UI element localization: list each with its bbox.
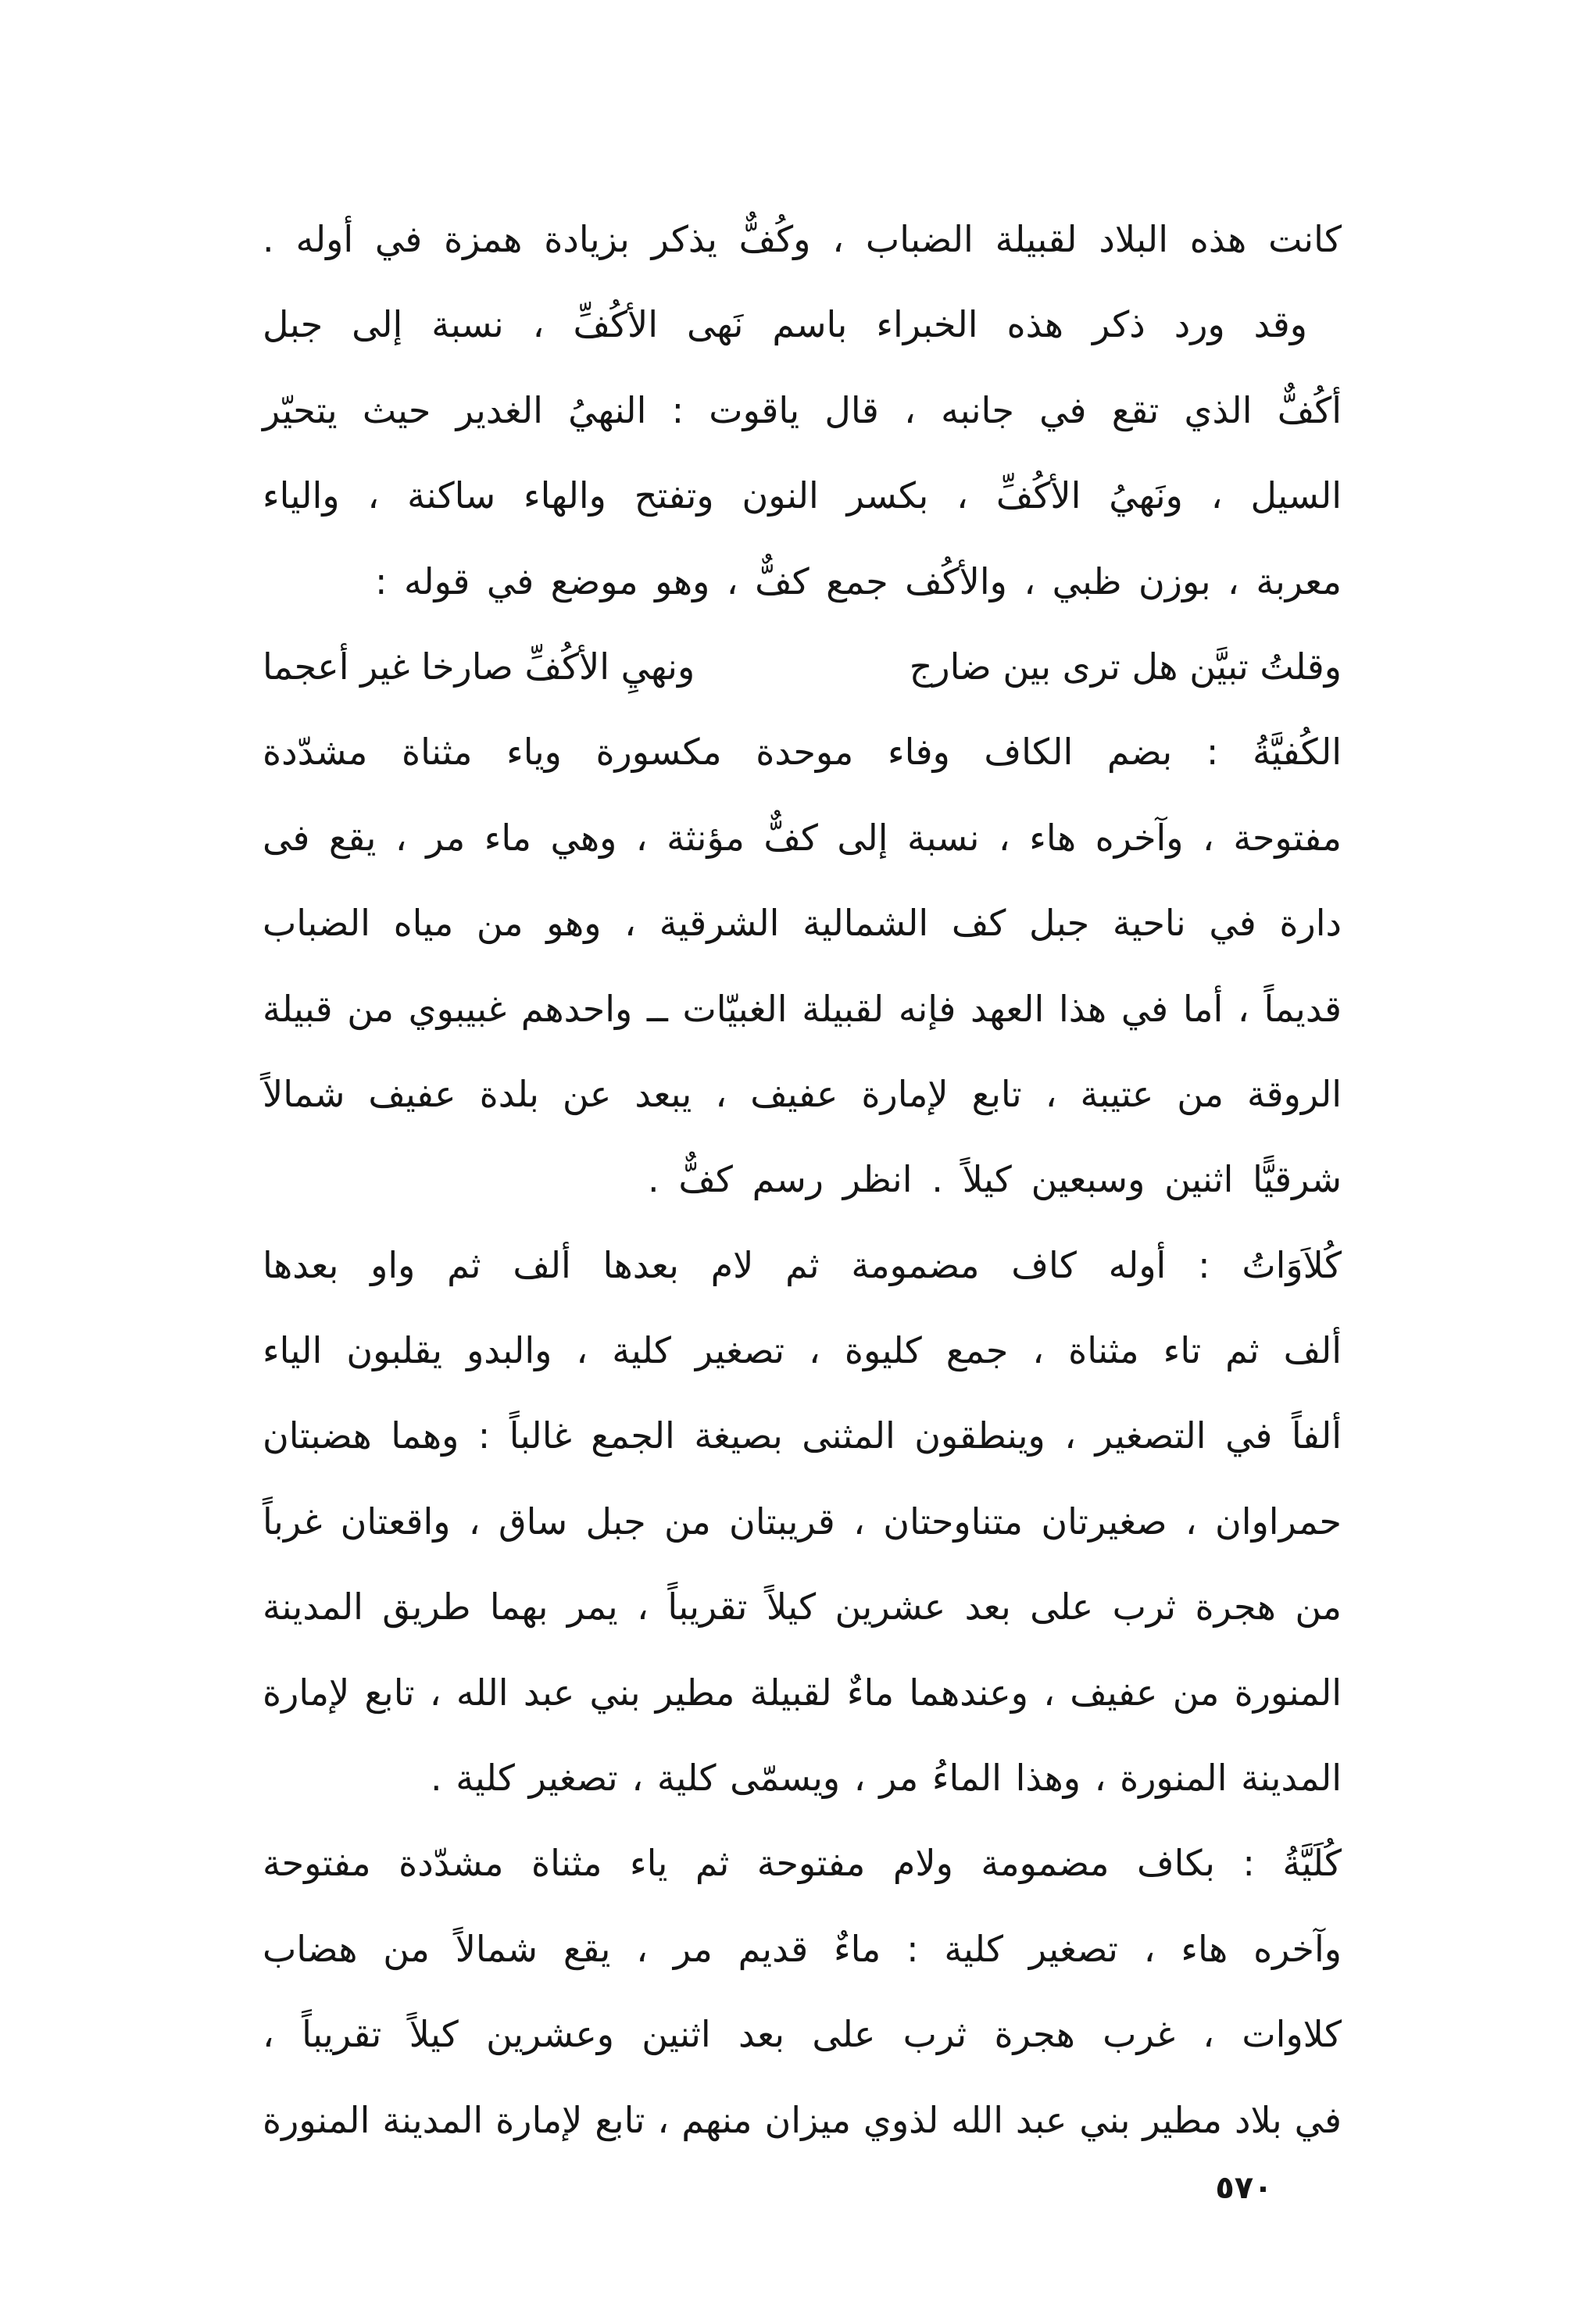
text-line: قديماً ، أما في هذا العهد فإنه لقبيلة الغبيّات ــ واحدهم غبيبوي من قبيلة [263, 987, 1342, 1030]
text-line: من هجرة ثرب على بعد عشرين كيلاً تقريباً ، يمر بهما طريق المدينة [263, 1586, 1342, 1629]
text-line: المدينة المنورة ، وهذا الماءُ مر ، ويسمّى كلية ، تصغير كلية . [431, 1757, 1342, 1800]
text-line: وقد ورد ذكر هذه الخبراء باسم نَهى الأكُفِّ ، نسبة إلى جبل [263, 303, 1307, 346]
verse-second-hemistich: ونهيِ الأكُفِّ صارخا غير أعجما [263, 645, 695, 688]
text-line: كلاوات ، غرب هجرة ثرب على بعد اثنين وعشرين كيلاً تقريباً ، [263, 2013, 1342, 2056]
text-line: حمراوان ، صغيرتان متناوحتان ، قريبتان من جبل ساق ، واقعتان غرباً [263, 1500, 1342, 1543]
text-line: مفتوحة ، وآخره هاء ، نسبة إلى كفٌّ مؤنثة ، وهي ماء مر ، يقع فى [263, 816, 1342, 859]
text-line: في بلاد مطير بني عبد الله لذوي ميزان منهم ، تابع لإمارة المدينة المنورة [263, 2098, 1342, 2141]
text-line: السيل ، ونَهيُ الأكُفِّ ، بكسر النون وتفتح والهاء ساكنة ، والياء [263, 474, 1342, 517]
page-number: ٥٧٠ [1215, 2170, 1273, 2206]
text-line: معربة ، بوزن ظبي ، والأكُف جمع كفٌّ ، وهو موضع في قوله : [375, 560, 1342, 602]
text-line: دارة في ناحية جبل كف الشمالية الشرقية ، وهو من مياه الضباب [263, 902, 1342, 945]
entry-headword-line: كُلَيَّةُ : بكاف مضمومة ولام مفتوحة ثم ياء مثناة مشدّدة مفتوحة [263, 1842, 1342, 1885]
page-text [263, 197, 1342, 2163]
verse-first-hemistich: وقلتُ تبيَّن هل ترى بين ضارج [909, 645, 1342, 688]
text-line: ألفاً في التصغير ، وينطقون المثنى بصيغة الجمع غالباً : وهما هضبتان [263, 1414, 1342, 1457]
text-line: الروقة من عتيبة ، تابع لإمارة عفيف ، يبعد عن بلدة عفيف شمالاً [263, 1072, 1342, 1115]
text-line: وآخره هاء ، تصغير كلية : ماءٌ قديم مر ، يقع شمالاً من هضاب [263, 1927, 1342, 1970]
text-line: شرقيًّا اثنين وسبعين كيلاً . انظر رسم كفٌّ . [648, 1158, 1342, 1201]
text-line: ألف ثم تاء مثناة ، جمع كليوة ، تصغير كلية ، والبدو يقلبون الياء [263, 1329, 1342, 1372]
text-line: أكُفٌّ الذي تقع في جانبه ، قال ياقوت : النهيُ الغدير حيث يتحيّر [263, 388, 1342, 431]
entry-headword-line: الكُفيَّةُ : بضم الكاف وفاء موحدة مكسورة وياء مثناة مشدّدة [263, 731, 1342, 774]
text-line: المنورة من عفيف ، وعندهما ماءٌ لقبيلة مطير بني عبد الله ، تابع لإمارة [263, 1671, 1342, 1714]
verse-line [263, 624, 1342, 710]
text-line: كانت هذه البلاد لقبيلة الضباب ، وكُفٌّ يذكر بزيادة همزة في أوله . [263, 218, 1342, 260]
entry-headword-line: كُلاَوَاتُ : أوله كاف مضمومة ثم لام بعدها ألف ثم واو بعدها [263, 1243, 1342, 1286]
